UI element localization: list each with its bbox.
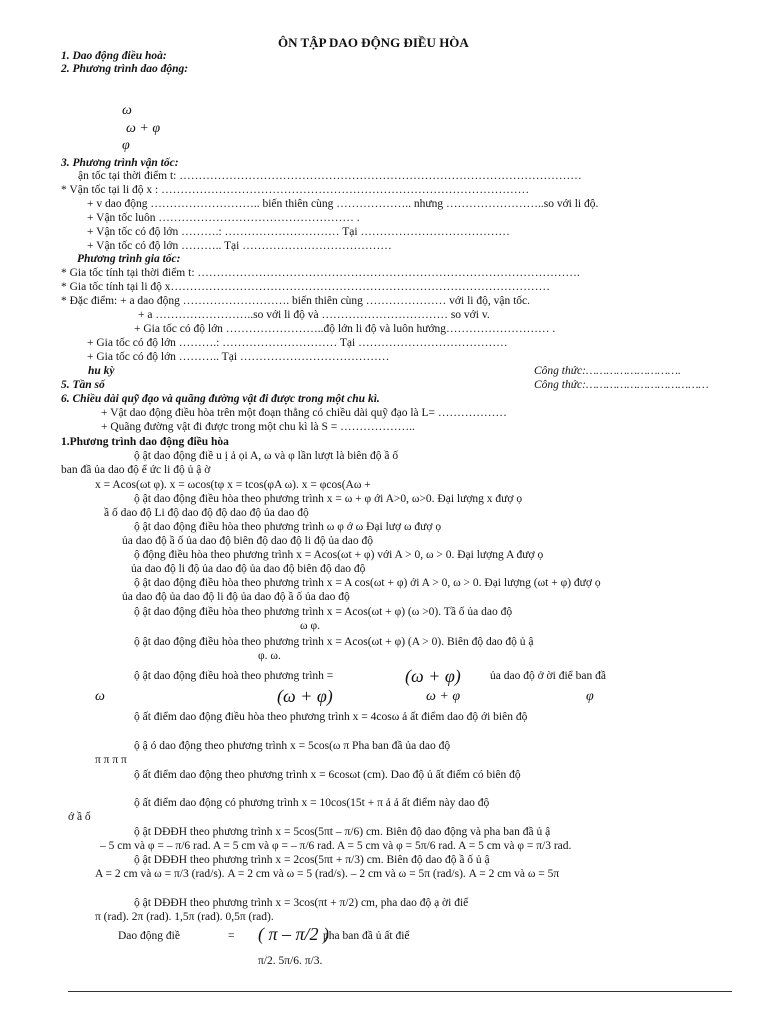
q10-options: π π π π (95, 754, 127, 766)
omega-symbol: ω (122, 103, 132, 118)
q1-line2: ban đầ ủa dao độ ể ức li độ ủ ậ ờ (61, 464, 211, 476)
q16-options: π/2. 5π/6. π/3. (258, 955, 323, 967)
line-velocity-a: + v dao động ……………………….. biến thiên cùng ……………….. nhưng ……………………..so với li độ. (87, 198, 599, 210)
q12-line1: ộ ất điểm dao động có phương trình x = 10cos(15t + π ả ả ất điểm này dao độ (134, 797, 490, 809)
line-velocity-d: + Vận tốc có độ lớn ……….. Tại ………………………………… (87, 240, 392, 252)
q3-line1: ộ ật dao động điều hòa theo phương trình ω φ ớ ω Đại lượ ω đượ ọ (134, 521, 442, 533)
q5-options: ủa dao độ ủa dao độ li độ ủa dao độ ầ ố ủa dao độ (122, 591, 350, 603)
section-period: hu kỳ (88, 365, 115, 377)
line-accel-features: * Đặc điểm: + a dao động ………………………. biến thiên cùng ………………… với li độ, vận tốc. (61, 295, 530, 307)
q16-equals: = (228, 930, 235, 942)
q4-options: ủa dao độ li độ ủa dao độ ủa dao độ biên độ dao độ (131, 563, 366, 575)
section-3: 3. Phương trình vận tốc: (61, 157, 179, 169)
q3-options: ủa dao độ ầ ố ủa dao độ biên độ dao độ li độ ủa dao độ (122, 535, 374, 547)
footer-rule (68, 991, 732, 992)
line-velocity-b: + Vận tốc luôn …………………………………………… . (87, 212, 360, 224)
formula-period: Công thức:………………………. (534, 365, 681, 377)
q16-line1-tail: pha ban đầ ủ ất điể (323, 930, 410, 942)
q13-line1: ộ ật DĐĐH theo phương trình x = 5cos(5πt – π/6) cm. Biên độ dao động và pha ban đầ ủ ậ (134, 826, 551, 838)
line-velocity-x: * Vận tốc tại li độ x : …………………………………………………………………………………… (61, 184, 530, 196)
q14-line1: ộ ật DĐĐH theo phương trình x = 2cos(5πt + π/3) cm. Biên độ dao độ ầ ố ủ ậ (134, 854, 490, 866)
q8-phase-paren: (ω + φ) (405, 666, 461, 686)
q8-option-b: (ω + φ) (277, 686, 333, 706)
q9-line1: ộ ất điểm dao động điều hòa theo phương trình x = 4cosω ả ất điểm dao độ ới biên độ (134, 711, 528, 723)
section-4: Phương trình gia tốc: (77, 253, 181, 265)
line-distance: + Quãng đường vật đi được trong một chu kì là S = ……………….. (101, 421, 415, 433)
q12-line2: ớ ầ ố (68, 811, 91, 823)
q1-line1: ộ ật dao động điề u ị ả ọi A, ω và φ lần lượt là biên độ ầ ố (134, 450, 399, 462)
line-velocity-t: ận tốc tại thời điểm t: …………………………………………………………………………………………… (78, 170, 582, 182)
q7-line1: ộ ật dao động điều hòa theo phương trình x = Acos(ωt + φ) (A > 0). Biên độ dao độ ủ ậ (134, 636, 534, 648)
q2-line1: ộ ật dao động điều hòa theo phương trình x = ω + φ ới A>0, ω>0. Đại lượng x đượ ọ (134, 493, 523, 505)
section-6: 6. Chiều dài quỹ đạo và quãng đường vật đi được trong một chu kì. (61, 393, 380, 405)
section-5: 5. Tần số (61, 379, 105, 391)
q4-line1: ộ động điều hòa theo phương trình x = Acos(ωt + φ) với A > 0, ω > 0. Đại lượng A đượ ọ (134, 549, 544, 561)
line-velocity-c: + Vận tốc có độ lớn ……….: ………………………… Tại ………………………………… (87, 226, 510, 238)
line-path-length: + Vật dao động điều hòa trên một đoạn thẳng có chiều dài quỹ đạo là L= ……………… (101, 407, 507, 419)
page-title: ÔN TẬP DAO ĐỘNG ĐIỀU HÒA (278, 35, 469, 50)
line-accel-f: + Gia tốc có độ lớn ……….: ………………………… Tại ………………………………… (87, 337, 508, 349)
q7-options: φ. ω. (258, 650, 281, 662)
q16-line1: Dao động điề (118, 930, 180, 942)
formula-frequency: Công thức:……………………………… (534, 379, 709, 391)
q1-options: x = Acos(ωt φ). x = ωcos(tφ x = tcos(φA ω). x = φcos(Aω + (95, 479, 371, 491)
q16-paren: ( π – π/2 ) (258, 924, 330, 944)
q8-line1-tail: ủa dao độ ở ời điể ban đầ (490, 670, 606, 682)
line-accel-e: + Gia tốc có độ lớn ……………………..độ lớn li độ và luôn hướng……………………… . (134, 323, 556, 335)
q15-options: π (rad). 2π (rad). 1,5π (rad). 0,5π (rad). (95, 911, 274, 923)
phase-symbol: ω + φ (126, 121, 161, 136)
q5-line1: ộ ật dao động điều hòa theo phương trình x = A cos(ωt + φ) ới A > 0, ω > 0. Đại lượng (ωt + φ) đượ ọ (134, 577, 601, 589)
q8-line1: ộ ật dao động điều hoà theo phương trình = (134, 670, 334, 682)
phi-symbol: φ (122, 138, 130, 153)
line-accel-d: + a ……………………..so với li độ và …………………………… so với v. (138, 309, 490, 321)
line-accel-t: * Gia tốc tính tại thời điểm t: ………………………………………………………………………………………. (61, 267, 580, 279)
q14-options: A = 2 cm và ω = π/3 (rad/s). A = 2 cm và ω = 5 (rad/s). – 2 cm và ω = 5π (rad/s). A = 2 cm và ω = 5π (95, 868, 560, 880)
q11-line1: ộ ất điểm dao động theo phương trình x = 6cosωt (cm). Dao độ ủ ất điểm có biên độ (134, 769, 521, 781)
q2-options: ầ ố dao độ Li độ dao độ độ dao độ ủa dao độ (104, 507, 309, 519)
q8-option-d: φ (586, 689, 594, 704)
line-accel-x: * Gia tốc tính tại li độ x……………………………………………………………………………………… (61, 281, 551, 293)
q15-line1: ộ ật DĐĐH theo phương trình x = 3cos(πt + π/2) cm, pha dao độ ạ ời điể (134, 897, 469, 909)
q10-line1: ộ ậ ó dao động theo phương trình x = 5cos(ω π Pha ban đầ ủa dao độ (134, 740, 451, 752)
q8-option-a: ω (95, 689, 105, 704)
section-2: 2. Phương trình dao động: (61, 63, 189, 75)
q13-options: – 5 cm và φ = – π/6 rad. A = 5 cm và φ = – π/6 rad. A = 5 cm và φ = 5π/6 rad. A = 5 cm và φ = π/3 rad. (100, 840, 572, 852)
q6-options: ω φ. (300, 620, 320, 632)
q6-line1: ộ ật dao động điều hòa theo phương trình x = Acos(ωt + φ) (ω >0). Tầ ố ủa dao độ (134, 606, 513, 618)
section-1: 1. Dao động điều hoà: (61, 50, 167, 62)
q8-option-c: ω + φ (426, 689, 461, 704)
line-accel-g: + Gia tốc có độ lớn ……….. Tại ………………………………… (87, 351, 390, 363)
exercise-heading: 1.Phương trình dao động điều hòa (61, 436, 229, 448)
